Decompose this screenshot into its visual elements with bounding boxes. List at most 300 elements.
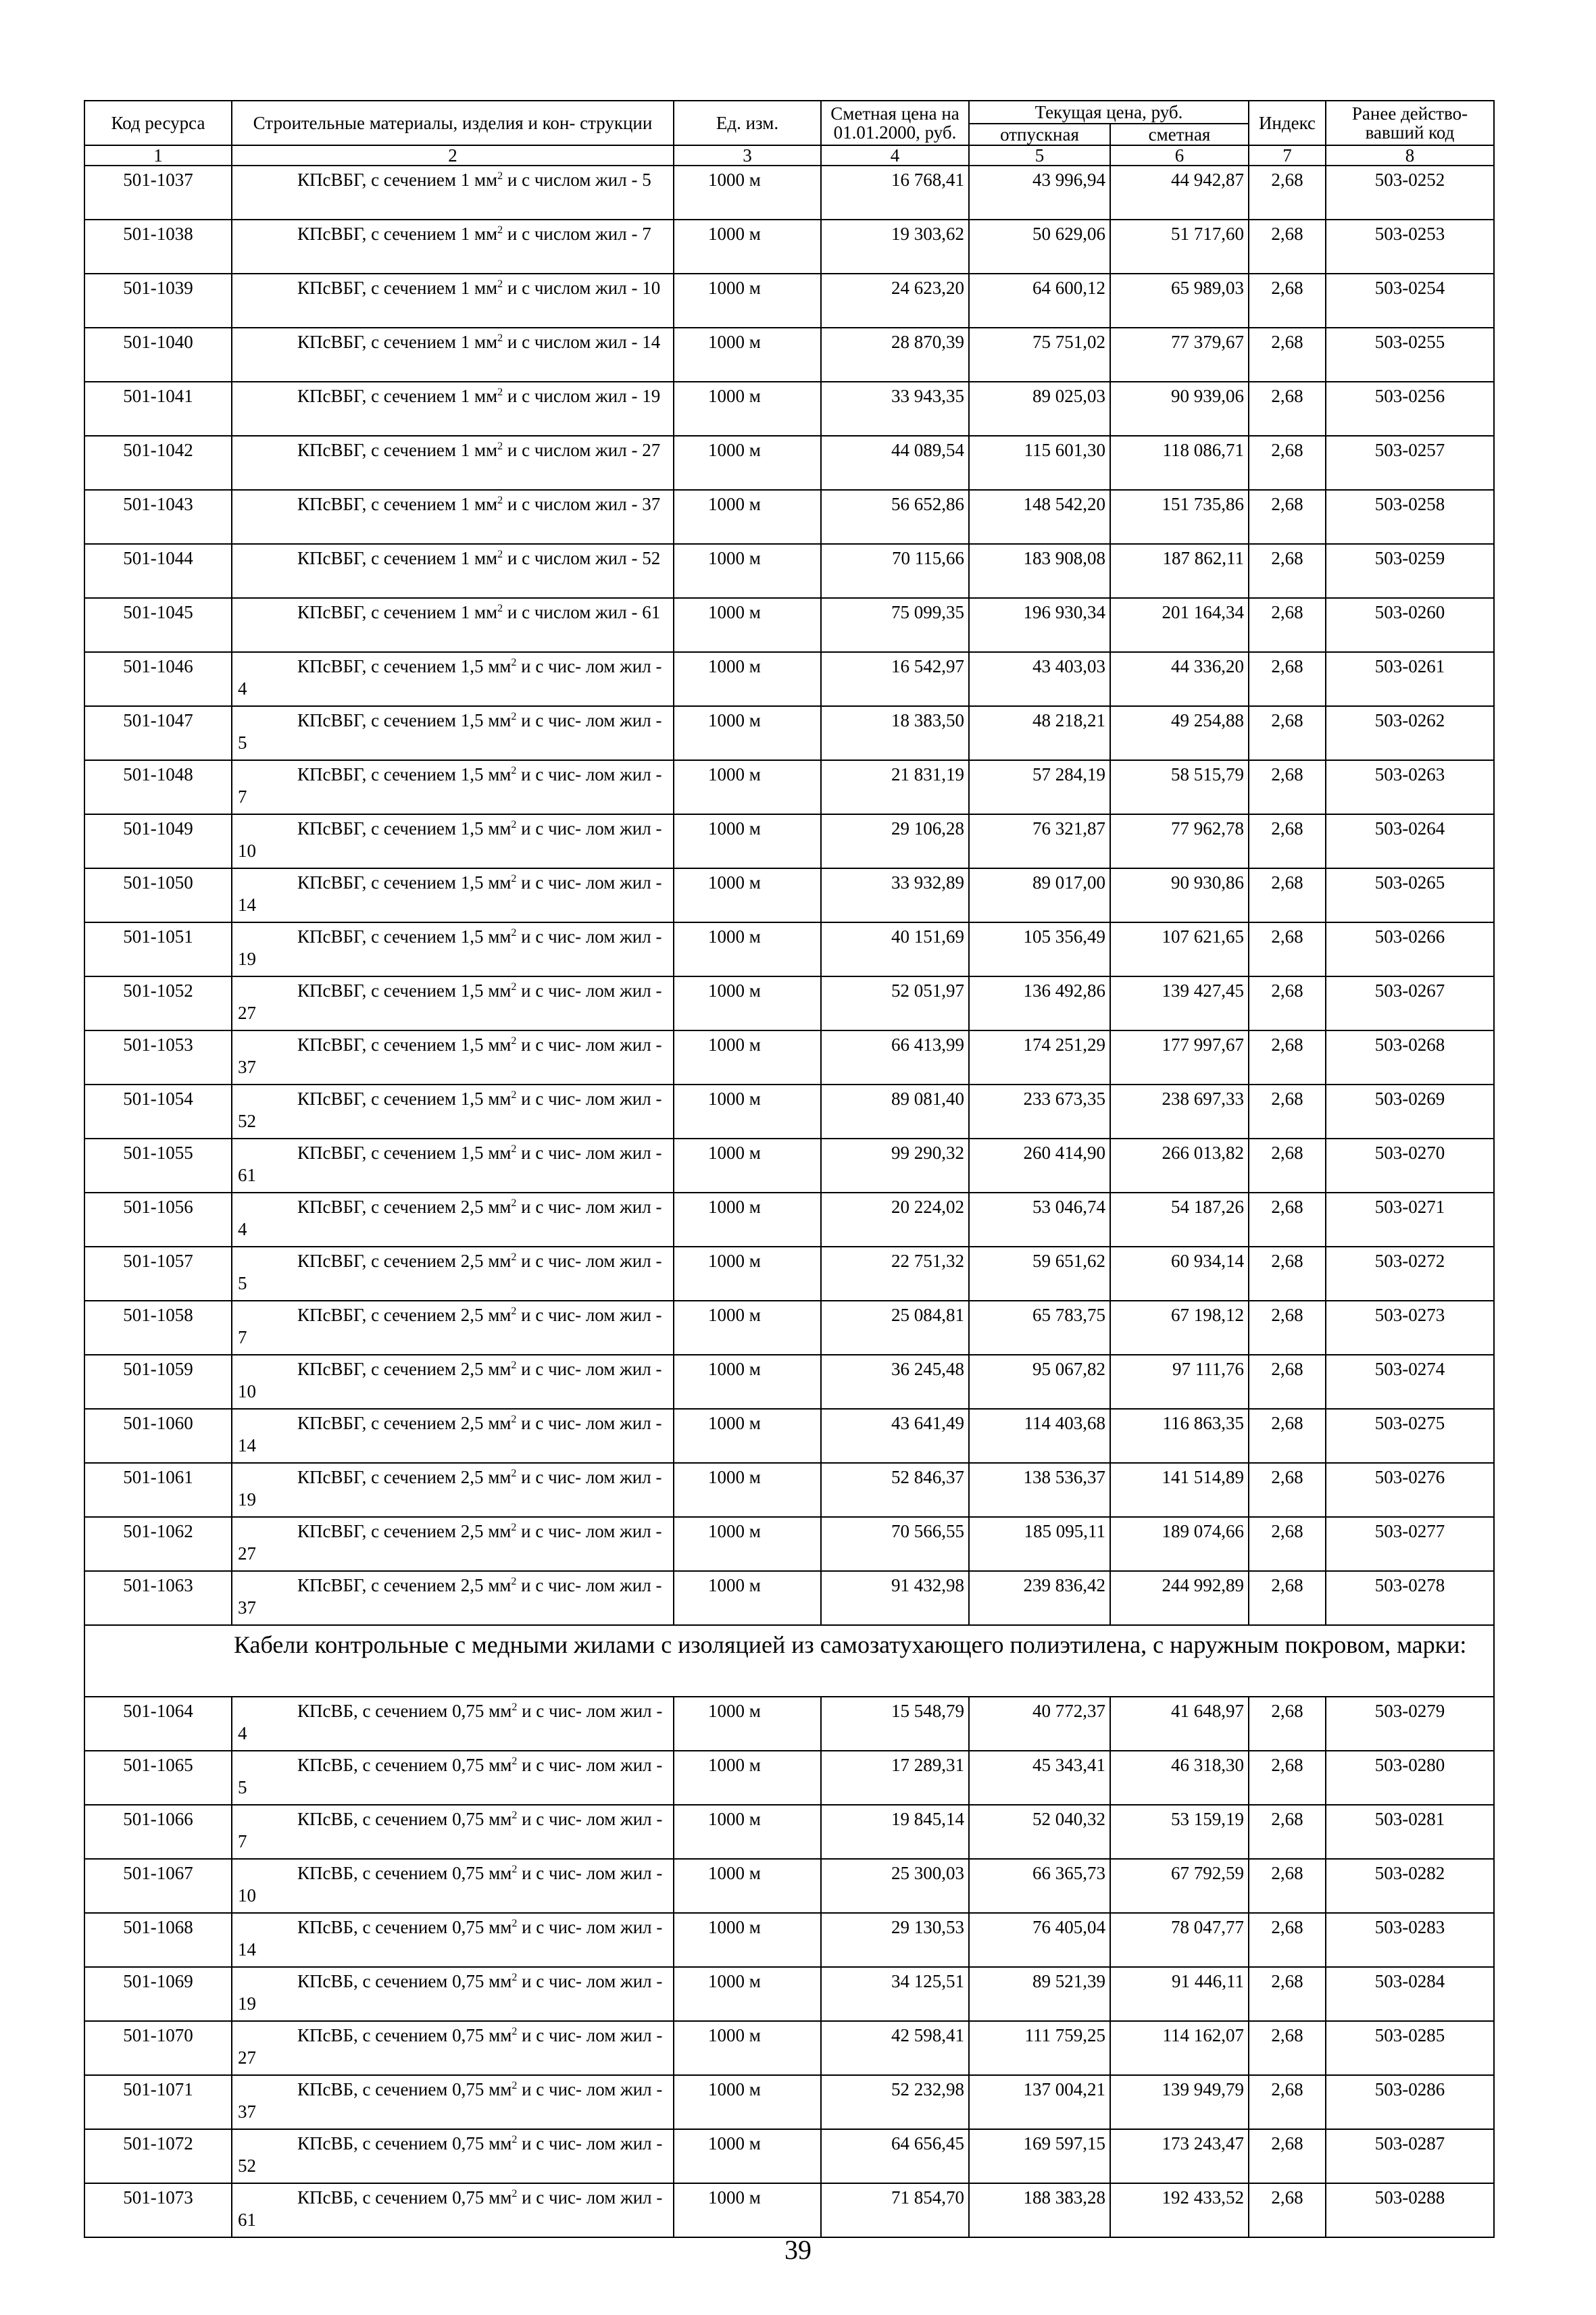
material-name: [232, 2129, 674, 2183]
base-price: 34 125,51: [821, 1967, 969, 2021]
superscript: 2: [497, 603, 503, 614]
base-price: 25 300,03: [821, 1859, 969, 1913]
material-name-text: КПсВБГ, с сечением 1,5 мм: [297, 764, 512, 785]
material-name-text: и с чис- лом жил - 14: [238, 872, 662, 915]
resource-code: 501-1050: [84, 868, 232, 922]
resource-code: 501-1057: [84, 1247, 232, 1301]
release-price: 57 284,19: [969, 760, 1110, 814]
table-row: [84, 382, 1494, 436]
unit: 1000 м: [674, 274, 821, 328]
base-price: 44 089,54: [821, 436, 969, 490]
material-name-text: и с чис- лом жил - 7: [238, 1809, 663, 1851]
release-price: 136 492,86: [969, 976, 1110, 1030]
table-row: [84, 2183, 1494, 2237]
estimate-price: 90 939,06: [1110, 382, 1249, 436]
old-code: 503-0255: [1326, 328, 1494, 382]
material-name-text: и с чис- лом жил - 4: [238, 1197, 662, 1239]
material-name-text: КПсВБГ, с сечением 1,5 мм: [297, 710, 512, 730]
release-price: 148 542,20: [969, 490, 1110, 544]
index-value: 2,68: [1249, 2129, 1326, 2183]
superscript: 2: [497, 387, 503, 398]
unit: 1000 м: [674, 868, 821, 922]
column-number: 5: [969, 145, 1110, 166]
old-code: 503-0283: [1326, 1913, 1494, 1967]
release-price: 260 414,90: [969, 1139, 1110, 1193]
base-price: 91 432,98: [821, 1571, 969, 1625]
resource-code: 501-1061: [84, 1463, 232, 1517]
resource-code: 501-1044: [84, 544, 232, 598]
table-row: [84, 1571, 1494, 1625]
material-name-text: и с чис- лом жил - 52: [238, 2133, 663, 2176]
old-code: 503-0260: [1326, 598, 1494, 652]
material-name-text: КПсВБ, с сечением 0,75 мм: [297, 2133, 512, 2154]
release-price: 45 343,41: [969, 1751, 1110, 1805]
unit: 1000 м: [674, 1805, 821, 1859]
old-code: 503-0271: [1326, 1193, 1494, 1247]
resource-code: 501-1064: [84, 1697, 232, 1751]
superscript: 2: [511, 1305, 517, 1317]
superscript: 2: [511, 873, 517, 885]
index-value: 2,68: [1249, 1571, 1326, 1625]
superscript: 2: [511, 765, 517, 776]
resource-code: 501-1051: [84, 922, 232, 976]
estimate-price: 139 427,45: [1110, 976, 1249, 1030]
base-price: 70 566,55: [821, 1517, 969, 1571]
release-price: 169 597,15: [969, 2129, 1110, 2183]
release-price: 59 651,62: [969, 1247, 1110, 1301]
resource-code: 501-1048: [84, 760, 232, 814]
superscript: 2: [511, 711, 517, 722]
page-number: 39: [784, 2235, 812, 2265]
old-code: 503-0254: [1326, 274, 1494, 328]
material-name-text: КПсВБГ, с сечением 1 мм: [297, 278, 498, 298]
material-name-text: КПсВБГ, с сечением 1,5 мм: [297, 1089, 512, 1109]
header-release: отпускная: [969, 124, 1110, 145]
column-number: 4: [821, 145, 969, 166]
base-price: 66 413,99: [821, 1030, 969, 1085]
material-name-text: КПсВБГ, с сечением 2,5 мм: [297, 1413, 512, 1433]
old-code: 503-0284: [1326, 1967, 1494, 2021]
material-name-text: и с чис- лом жил - 14: [238, 1917, 663, 1960]
material-name: [232, 1859, 674, 1913]
superscript: 2: [511, 1522, 517, 1533]
release-price: 65 783,75: [969, 1301, 1110, 1355]
material-name: [232, 436, 674, 490]
material-name: [232, 166, 674, 220]
material-name-text: КПсВБГ, с сечением 2,5 мм: [297, 1305, 512, 1325]
estimate-price: 44 942,87: [1110, 166, 1249, 220]
release-price: 52 040,32: [969, 1805, 1110, 1859]
table-row: [84, 220, 1494, 274]
resource-code: 501-1062: [84, 1517, 232, 1571]
material-name: [232, 1571, 674, 1625]
material-name-text: КПсВБ, с сечением 0,75 мм: [297, 1863, 512, 1883]
release-price: 233 673,35: [969, 1085, 1110, 1139]
index-value: 2,68: [1249, 220, 1326, 274]
base-price: 64 656,45: [821, 2129, 969, 2183]
material-name-text: и с чис- лом жил - 4: [238, 656, 662, 699]
material-name-text: КПсВБГ, с сечением 1 мм: [297, 494, 498, 514]
table-row: [84, 652, 1494, 706]
estimate-price: 116 863,35: [1110, 1409, 1249, 1463]
material-name-text: КПсВБГ, с сечением 1,5 мм: [297, 926, 512, 947]
estimate-price: 141 514,89: [1110, 1463, 1249, 1517]
release-price: 174 251,29: [969, 1030, 1110, 1085]
old-code: 503-0288: [1326, 2183, 1494, 2237]
material-name-text: и с чис- лом жил - 37: [238, 1575, 662, 1618]
table-row: [84, 1085, 1494, 1139]
table-row: [84, 598, 1494, 652]
material-name-text: и с чис- лом жил - 7: [238, 1305, 662, 1347]
index-value: 2,68: [1249, 760, 1326, 814]
index-value: 2,68: [1249, 1805, 1326, 1859]
unit: 1000 м: [674, 1697, 821, 1751]
base-price: 52 051,97: [821, 976, 969, 1030]
superscript: 2: [511, 1143, 517, 1155]
resource-code: 501-1063: [84, 1571, 232, 1625]
material-name-text: КПсВБГ, с сечением 1 мм: [297, 386, 498, 406]
old-code: 503-0281: [1326, 1805, 1494, 1859]
base-price: 22 751,32: [821, 1247, 969, 1301]
index-value: 2,68: [1249, 1247, 1326, 1301]
table-row: [84, 1697, 1494, 1751]
estimate-price: 60 934,14: [1110, 1247, 1249, 1301]
material-name-text: и с чис- лом жил - 37: [238, 2079, 663, 2122]
table-row: [84, 814, 1494, 868]
index-value: 2,68: [1249, 706, 1326, 760]
unit: 1000 м: [674, 436, 821, 490]
estimate-price: 187 862,11: [1110, 544, 1249, 598]
index-value: 2,68: [1249, 1085, 1326, 1139]
index-value: 2,68: [1249, 2021, 1326, 2075]
old-code: 503-0268: [1326, 1030, 1494, 1085]
material-name: [232, 868, 674, 922]
table-row: [84, 1517, 1494, 1571]
table-row: [84, 1139, 1494, 1193]
table-row: [84, 1247, 1494, 1301]
material-name-text: КПсВБГ, с сечением 2,5 мм: [297, 1521, 512, 1541]
unit: 1000 м: [674, 2129, 821, 2183]
resource-code: 501-1068: [84, 1913, 232, 1967]
old-code: 503-0261: [1326, 652, 1494, 706]
base-price: 19 845,14: [821, 1805, 969, 1859]
old-code: 503-0258: [1326, 490, 1494, 544]
material-name-text: КПсВБГ, с сечением 1 мм: [297, 602, 498, 622]
base-price: 33 943,35: [821, 382, 969, 436]
unit: 1000 м: [674, 1517, 821, 1571]
material-name-text: КПсВБГ, с сечением 1 мм: [297, 440, 498, 460]
material-name: [232, 976, 674, 1030]
resource-code: 501-1054: [84, 1085, 232, 1139]
column-number: 3: [674, 145, 821, 166]
material-name-text: и с чис- лом жил - 19: [238, 926, 662, 969]
header-old-code: Ранее действо- вавший код: [1326, 101, 1494, 145]
index-value: 2,68: [1249, 166, 1326, 220]
superscript: 2: [511, 981, 517, 993]
material-name-text: КПсВБГ, с сечением 1,5 мм: [297, 656, 512, 676]
old-code: 503-0262: [1326, 706, 1494, 760]
superscript: 2: [511, 927, 517, 939]
header-code: Код ресурса: [84, 101, 232, 145]
material-name: [232, 814, 674, 868]
header-base-price: Сметная цена на 01.01.2000, руб.: [821, 101, 969, 145]
release-price: 239 836,42: [969, 1571, 1110, 1625]
estimate-price: 54 187,26: [1110, 1193, 1249, 1247]
estimate-price: 118 086,71: [1110, 436, 1249, 490]
material-name: [232, 922, 674, 976]
table-row: [84, 1805, 1494, 1859]
base-price: 52 232,98: [821, 2075, 969, 2129]
index-value: 2,68: [1249, 328, 1326, 382]
resource-code: 501-1066: [84, 1805, 232, 1859]
resource-code: 501-1072: [84, 2129, 232, 2183]
estimate-price: 151 735,86: [1110, 490, 1249, 544]
release-price: 50 629,06: [969, 220, 1110, 274]
release-price: 115 601,30: [969, 436, 1110, 490]
material-name-text: и с чис- лом жил - 61: [238, 1143, 662, 1185]
base-price: 56 652,86: [821, 490, 969, 544]
old-code: 503-0265: [1326, 868, 1494, 922]
resource-code: 501-1043: [84, 490, 232, 544]
table-row: [84, 868, 1494, 922]
base-price: 36 245,48: [821, 1355, 969, 1409]
unit: 1000 м: [674, 652, 821, 706]
material-name-text: КПсВБ, с сечением 0,75 мм: [297, 2079, 512, 2099]
base-price: 16 542,97: [821, 652, 969, 706]
release-price: 183 908,08: [969, 544, 1110, 598]
material-name-text: КПсВБГ, с сечением 1 мм: [297, 170, 498, 190]
superscript: 2: [511, 1360, 517, 1371]
table-row: [84, 760, 1494, 814]
material-name-text: КПсВБГ, с сечением 2,5 мм: [297, 1467, 512, 1487]
table-row: [84, 274, 1494, 328]
old-code: 503-0252: [1326, 166, 1494, 220]
unit: 1000 м: [674, 1571, 821, 1625]
base-price: 43 641,49: [821, 1409, 969, 1463]
unit: 1000 м: [674, 1085, 821, 1139]
base-price: 42 598,41: [821, 2021, 969, 2075]
price-table: [84, 100, 1495, 2238]
section-title: Кабели контрольные с медными жилами с изоляцией из самозатухающего полиэтилена, с наружным покровом, марки:: [84, 1625, 1494, 1697]
material-name: [232, 1967, 674, 2021]
material-name: [232, 1697, 674, 1751]
material-name-text: КПсВБ, с сечением 0,75 мм: [297, 1971, 512, 1991]
material-name-text: и с чис- лом жил - 10: [238, 818, 662, 861]
estimate-price: 201 164,34: [1110, 598, 1249, 652]
resource-code: 501-1052: [84, 976, 232, 1030]
material-name-text: КПсВБГ, с сечением 1 мм: [297, 548, 498, 568]
index-value: 2,68: [1249, 2183, 1326, 2237]
unit: 1000 м: [674, 220, 821, 274]
index-value: 2,68: [1249, 868, 1326, 922]
column-number: 6: [1110, 145, 1249, 166]
old-code: 503-0276: [1326, 1463, 1494, 1517]
superscript: 2: [511, 1035, 517, 1047]
material-name-text: КПсВБГ, с сечением 2,5 мм: [297, 1251, 512, 1271]
material-name-text: и с числом жил - 5: [503, 170, 651, 190]
release-price: 76 405,04: [969, 1913, 1110, 1967]
base-price: 99 290,32: [821, 1139, 969, 1193]
old-code: 503-0287: [1326, 2129, 1494, 2183]
base-price: 33 932,89: [821, 868, 969, 922]
release-price: 43 996,94: [969, 166, 1110, 220]
material-name-text: КПсВБГ, с сечением 1,5 мм: [297, 1035, 512, 1055]
estimate-price: 58 515,79: [1110, 760, 1249, 814]
material-name-text: и с чис- лом жил - 4: [238, 1701, 663, 1743]
release-price: 114 403,68: [969, 1409, 1110, 1463]
old-code: 503-0266: [1326, 922, 1494, 976]
resource-code: 501-1039: [84, 274, 232, 328]
unit: 1000 м: [674, 976, 821, 1030]
unit: 1000 м: [674, 2183, 821, 2237]
table-row: [84, 1030, 1494, 1085]
material-name-text: КПсВБГ, с сечением 1 мм: [297, 224, 498, 244]
material-name: [232, 1247, 674, 1301]
table-row: [84, 436, 1494, 490]
estimate-price: 53 159,19: [1110, 1805, 1249, 1859]
material-name-text: и с чис- лом жил - 19: [238, 1467, 662, 1510]
resource-code: 501-1040: [84, 328, 232, 382]
estimate-price: 67 198,12: [1110, 1301, 1249, 1355]
material-name-text: и с чис- лом жил - 5: [238, 1755, 663, 1797]
index-value: 2,68: [1249, 1697, 1326, 1751]
old-code: 503-0286: [1326, 2075, 1494, 2129]
material-name: [232, 490, 674, 544]
release-price: 137 004,21: [969, 2075, 1110, 2129]
material-name: [232, 1355, 674, 1409]
index-value: 2,68: [1249, 1859, 1326, 1913]
release-price: 105 356,49: [969, 922, 1110, 976]
resource-code: 501-1060: [84, 1409, 232, 1463]
estimate-price: 114 162,07: [1110, 2021, 1249, 2075]
base-price: 15 548,79: [821, 1697, 969, 1751]
estimate-price: 173 243,47: [1110, 2129, 1249, 2183]
index-value: 2,68: [1249, 1463, 1326, 1517]
estimate-price: 65 989,03: [1110, 274, 1249, 328]
superscript: 2: [512, 1756, 518, 1767]
index-value: 2,68: [1249, 1967, 1326, 2021]
estimate-price: 78 047,77: [1110, 1913, 1249, 1967]
index-value: 2,68: [1249, 1301, 1326, 1355]
base-price: 16 768,41: [821, 166, 969, 220]
unit: 1000 м: [674, 1301, 821, 1355]
base-price: 71 854,70: [821, 2183, 969, 2237]
old-code: 503-0257: [1326, 436, 1494, 490]
estimate-price: 51 717,60: [1110, 220, 1249, 274]
release-price: 76 321,87: [969, 814, 1110, 868]
unit: 1000 м: [674, 1967, 821, 2021]
old-code: 503-0278: [1326, 1571, 1494, 1625]
index-value: 2,68: [1249, 382, 1326, 436]
old-code: 503-0267: [1326, 976, 1494, 1030]
material-name: [232, 1139, 674, 1193]
unit: 1000 м: [674, 1859, 821, 1913]
unit: 1000 м: [674, 1913, 821, 1967]
estimate-price: 97 111,76: [1110, 1355, 1249, 1409]
release-price: 89 521,39: [969, 1967, 1110, 2021]
material-name-text: КПсВБГ, с сечением 2,5 мм: [297, 1359, 512, 1379]
release-price: 138 536,37: [969, 1463, 1110, 1517]
material-name: [232, 1463, 674, 1517]
estimate-price: 91 446,11: [1110, 1967, 1249, 2021]
column-number: 1: [84, 145, 232, 166]
material-name: [232, 1085, 674, 1139]
superscript: 2: [512, 2026, 518, 2037]
material-name-text: КПсВБ, с сечением 0,75 мм: [297, 1701, 512, 1721]
material-name-text: КПсВБ, с сечением 0,75 мм: [297, 1755, 512, 1775]
estimate-price: 44 336,20: [1110, 652, 1249, 706]
resource-code: 501-1059: [84, 1355, 232, 1409]
resource-code: 501-1065: [84, 1751, 232, 1805]
header-current-price: Текущая цена, руб.: [969, 101, 1249, 124]
material-name-text: и с чис- лом жил - 27: [238, 1521, 662, 1564]
estimate-price: 90 930,86: [1110, 868, 1249, 922]
table-row: [84, 2021, 1494, 2075]
resource-code: 501-1038: [84, 220, 232, 274]
old-code: 503-0282: [1326, 1859, 1494, 1913]
table-row: [84, 1193, 1494, 1247]
header-name: Строительные материалы, изделия и кон- струкции: [232, 101, 674, 145]
material-name-text: КПсВБГ, с сечением 2,5 мм: [297, 1575, 512, 1595]
release-price: 66 365,73: [969, 1859, 1110, 1913]
old-code: 503-0259: [1326, 544, 1494, 598]
material-name: [232, 1301, 674, 1355]
header-unit: Ед. изм.: [674, 101, 821, 145]
table-row: [84, 922, 1494, 976]
old-code: 503-0279: [1326, 1697, 1494, 1751]
index-value: 2,68: [1249, 544, 1326, 598]
estimate-price: 189 074,66: [1110, 1517, 1249, 1571]
column-number: 7: [1249, 145, 1326, 166]
material-name: [232, 2021, 674, 2075]
superscript: 2: [512, 2188, 518, 2199]
unit: 1000 м: [674, 598, 821, 652]
superscript: 2: [512, 1972, 518, 1983]
header-index: Индекс: [1249, 101, 1326, 145]
material-name-text: и с числом жил - 27: [503, 440, 661, 460]
estimate-price: 238 697,33: [1110, 1085, 1249, 1139]
material-name-text: и с числом жил - 10: [503, 278, 661, 298]
old-code: 503-0275: [1326, 1409, 1494, 1463]
old-code: 503-0270: [1326, 1139, 1494, 1193]
material-name: [232, 598, 674, 652]
unit: 1000 м: [674, 1751, 821, 1805]
table-row: [84, 2075, 1494, 2129]
material-name-text: и с чис- лом жил - 7: [238, 764, 662, 807]
estimate-price: 77 379,67: [1110, 328, 1249, 382]
index-value: 2,68: [1249, 814, 1326, 868]
base-price: 19 303,62: [821, 220, 969, 274]
table-row: [84, 490, 1494, 544]
resource-code: 501-1073: [84, 2183, 232, 2237]
superscript: 2: [511, 657, 517, 668]
material-name: [232, 1913, 674, 1967]
material-name: [232, 1030, 674, 1085]
table-body-2: [84, 1697, 1494, 2237]
table-row: [84, 1355, 1494, 1409]
table-row: [84, 1751, 1494, 1805]
material-name-text: и с чис- лом жил - 5: [238, 710, 662, 753]
release-price: 53 046,74: [969, 1193, 1110, 1247]
table-row: [84, 1913, 1494, 1967]
superscript: 2: [512, 1701, 518, 1713]
superscript: 2: [512, 1918, 518, 1929]
material-name-text: и с числом жил - 37: [503, 494, 661, 514]
release-price: 75 751,02: [969, 328, 1110, 382]
material-name-text: и с числом жил - 61: [503, 602, 661, 622]
material-name: [232, 760, 674, 814]
table-row: [84, 706, 1494, 760]
